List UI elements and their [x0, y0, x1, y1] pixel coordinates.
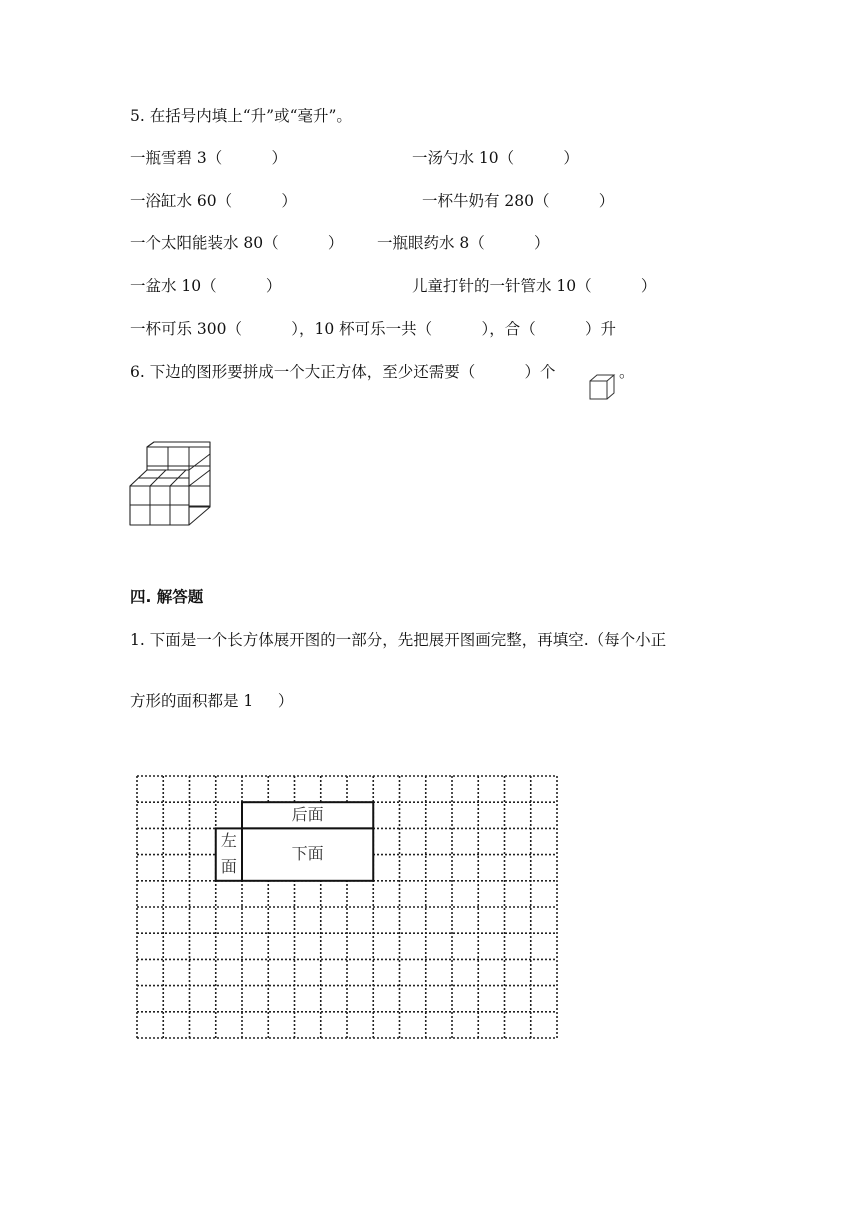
s4q1-line2: 方形的面积都是 1 ）: [130, 692, 294, 710]
q5-item-syringe: 儿童打针的一针管水 10（ ）: [412, 277, 657, 295]
q5-item-eyedrops: 一瓶眼药水 8（ ）: [377, 234, 550, 252]
q5-item-solar: 一个太阳能装水 80（ ）: [130, 234, 344, 252]
cube-stack-figure: [128, 444, 212, 528]
s4q1-line1: 1. 下面是一个长方体展开图的一部分，先把展开图画完整，再填空.（每个小正: [130, 631, 667, 649]
section4-title: 四. 解答题: [130, 588, 204, 606]
q5-item-spoon: 一汤勺水 10（ ）: [412, 149, 579, 167]
q5-item-basin: 一盆水 10（ ）: [130, 277, 282, 295]
cuboid-net-grid: [137, 776, 557, 1038]
face-label-back: 后面: [291, 804, 324, 824]
q6-suffix: 。: [619, 363, 635, 381]
q5-item-cola: 一杯可乐 300（ ），10 杯可乐一共（ ），合（ ）升: [130, 320, 616, 338]
face-label-bottom: 下面: [291, 844, 324, 864]
face-label-left-top: 左: [220, 831, 237, 850]
q5-title: 5. 在括号内填上“升”或“毫升”。: [130, 107, 352, 125]
q6-title: 6. 下边的图形要拼成一个大正方体，至少还需要（ ）个: [130, 363, 556, 381]
unit-cube-icon: [588, 372, 616, 402]
face-label-left-bottom: 面: [220, 857, 237, 877]
q5-item-bathtub: 一浴缸水 60（ ）: [130, 192, 297, 210]
q5-item-milk: 一杯牛奶有 280（ ）: [422, 192, 615, 210]
q5-item-sprite: 一瓶雪碧 3（ ）: [130, 149, 288, 167]
